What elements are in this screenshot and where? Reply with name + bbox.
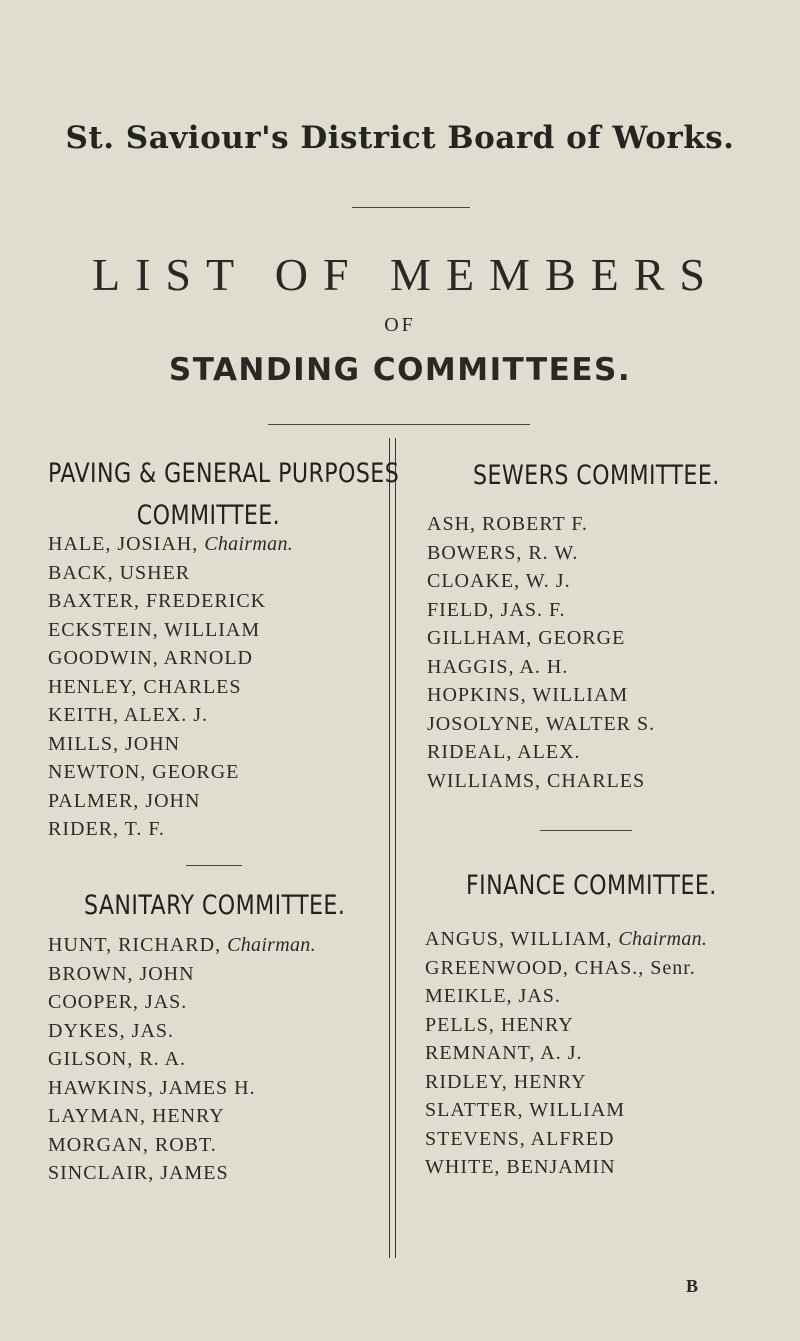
member-entry xyxy=(425,982,795,1011)
main-title: LIST OF MEMBERS xyxy=(91,249,721,300)
member-entry xyxy=(48,701,378,730)
member-entry xyxy=(48,530,378,559)
member-name: BAXTER, FREDERICK xyxy=(48,590,267,612)
member-entry xyxy=(425,925,795,954)
finance-members xyxy=(425,925,795,1182)
right-column-rule xyxy=(540,830,632,831)
column-divider-inner xyxy=(395,438,396,1258)
member-entry xyxy=(427,710,787,739)
member-entry xyxy=(48,616,378,645)
member-entry xyxy=(425,1039,795,1068)
of-line: OF xyxy=(384,314,416,336)
member-name: FIELD, JAS. F. xyxy=(427,598,566,621)
member-entry xyxy=(425,1125,795,1154)
member-name: PELLS, HENRY xyxy=(425,1013,574,1036)
member-name: ASH, ROBERT F. xyxy=(427,513,588,535)
member-entry xyxy=(48,931,378,960)
sewers-members xyxy=(427,510,787,795)
member-entry xyxy=(427,567,787,596)
member-name: HENLEY, CHARLES xyxy=(48,675,242,698)
title-rule xyxy=(352,207,470,208)
finance-committee xyxy=(466,868,766,904)
member-entry xyxy=(425,954,795,983)
sanitary-committee xyxy=(84,888,384,924)
member-name: STEVENS, ALFRED xyxy=(425,1127,615,1150)
member-entry xyxy=(48,960,378,989)
member-name: SINCLAIR, JAMES xyxy=(48,1162,229,1184)
member-entry xyxy=(425,1096,795,1125)
member-name: JOSOLYNE, WALTER S. xyxy=(427,712,656,735)
paving-members xyxy=(48,530,378,844)
member-name: CLOAKE, W. J. xyxy=(427,570,571,592)
member-name: RIDEAL, ALEX. xyxy=(427,741,581,763)
member-entry xyxy=(48,1045,378,1074)
paving-committee-title-line2: COMMITTEE. xyxy=(136,500,280,531)
member-entry xyxy=(48,673,378,702)
member-entry xyxy=(48,587,378,616)
column-divider xyxy=(389,438,390,1258)
member-entry xyxy=(48,787,378,816)
member-entry xyxy=(48,1159,378,1188)
member-name: ANGUS, WILLIAM, xyxy=(425,928,613,950)
member-entry xyxy=(425,1011,795,1040)
paving-committee-title-line1: PAVING & GENERAL PURPOSES xyxy=(48,458,400,489)
member-entry xyxy=(427,596,787,625)
member-entry xyxy=(48,1074,378,1103)
member-name: GILSON, R. A. xyxy=(48,1048,187,1070)
member-role: Chairman. xyxy=(204,533,294,555)
sanitary-members-block xyxy=(48,931,378,1188)
member-entry xyxy=(427,510,787,539)
member-name: HALE, JOSIAH, xyxy=(48,533,199,555)
sewers-committee xyxy=(473,458,773,494)
paving-committee xyxy=(48,456,400,844)
member-entry xyxy=(48,815,378,844)
member-entry xyxy=(427,624,787,653)
member-name: GOODWIN, ARNOLD xyxy=(48,647,253,669)
member-entry xyxy=(427,767,787,796)
sewers-committee-title: SEWERS COMMITTEE. xyxy=(473,460,720,491)
subtitle: STANDING COMMITTEES. xyxy=(168,352,632,388)
member-name: LAYMAN, HENRY xyxy=(48,1105,225,1127)
member-name: MEIKLE, JAS. xyxy=(425,985,561,1007)
member-entry xyxy=(427,738,787,767)
member-name: GILLHAM, GEORGE xyxy=(427,627,626,649)
subtitle-rule xyxy=(268,424,530,425)
member-name: NEWTON, GEORGE xyxy=(48,761,240,783)
member-entry xyxy=(48,758,378,787)
member-name: COOPER, JAS. xyxy=(48,991,188,1013)
member-entry xyxy=(427,539,787,568)
member-role: Chairman. xyxy=(618,928,708,950)
member-name: HAGGIS, A. H. xyxy=(427,655,569,678)
member-entry xyxy=(48,559,378,588)
member-entry xyxy=(48,644,378,673)
member-name: PALMER, JOHN xyxy=(48,789,201,812)
member-entry xyxy=(48,730,378,759)
member-name: SLATTER, WILLIAM xyxy=(425,1099,626,1121)
finance-members-block xyxy=(425,925,795,1182)
member-name: HOPKINS, WILLIAM xyxy=(427,684,629,706)
left-column-rule xyxy=(186,865,242,866)
member-entry xyxy=(425,1068,795,1097)
member-name: DYKES, JAS. xyxy=(48,1019,175,1042)
member-name: BROWN, JOHN xyxy=(48,962,195,985)
sanitary-committee-title: SANITARY COMMITTEE. xyxy=(84,890,346,921)
member-name: HUNT, RICHARD, xyxy=(48,934,222,956)
member-name: BOWERS, R. W. xyxy=(427,541,579,564)
member-name: HAWKINS, JAMES H. xyxy=(48,1076,256,1099)
signature-mark: B xyxy=(686,1276,699,1296)
board-title: St. Saviour's District Board of Works. xyxy=(65,120,735,156)
member-name: WHITE, BENJAMIN xyxy=(425,1156,616,1178)
sewers-members-block xyxy=(427,510,787,795)
member-role: Chairman. xyxy=(227,934,316,956)
member-name: KEITH, ALEX. J. xyxy=(48,704,208,726)
member-name: GREENWOOD, CHAS., Senr. xyxy=(425,956,696,979)
member-entry xyxy=(427,681,787,710)
member-entry xyxy=(48,988,378,1017)
member-name: WILLIAMS, CHARLES xyxy=(427,769,646,792)
member-name: MORGAN, ROBT. xyxy=(48,1133,217,1156)
member-name: RIDER, T. F. xyxy=(48,818,165,840)
member-name: MILLS, JOHN xyxy=(48,732,181,755)
member-name: RIDLEY, HENRY xyxy=(425,1070,587,1093)
member-entry xyxy=(48,1017,378,1046)
member-entry xyxy=(427,653,787,682)
finance-committee-title: FINANCE COMMITTEE. xyxy=(466,870,717,901)
member-entry xyxy=(48,1102,378,1131)
member-entry xyxy=(425,1153,795,1182)
member-name: BACK, USHER xyxy=(48,561,191,584)
member-name: REMNANT, A. J. xyxy=(425,1042,583,1064)
member-entry xyxy=(48,1131,378,1160)
sanitary-members xyxy=(48,931,378,1188)
member-name: ECKSTEIN, WILLIAM xyxy=(48,618,261,641)
